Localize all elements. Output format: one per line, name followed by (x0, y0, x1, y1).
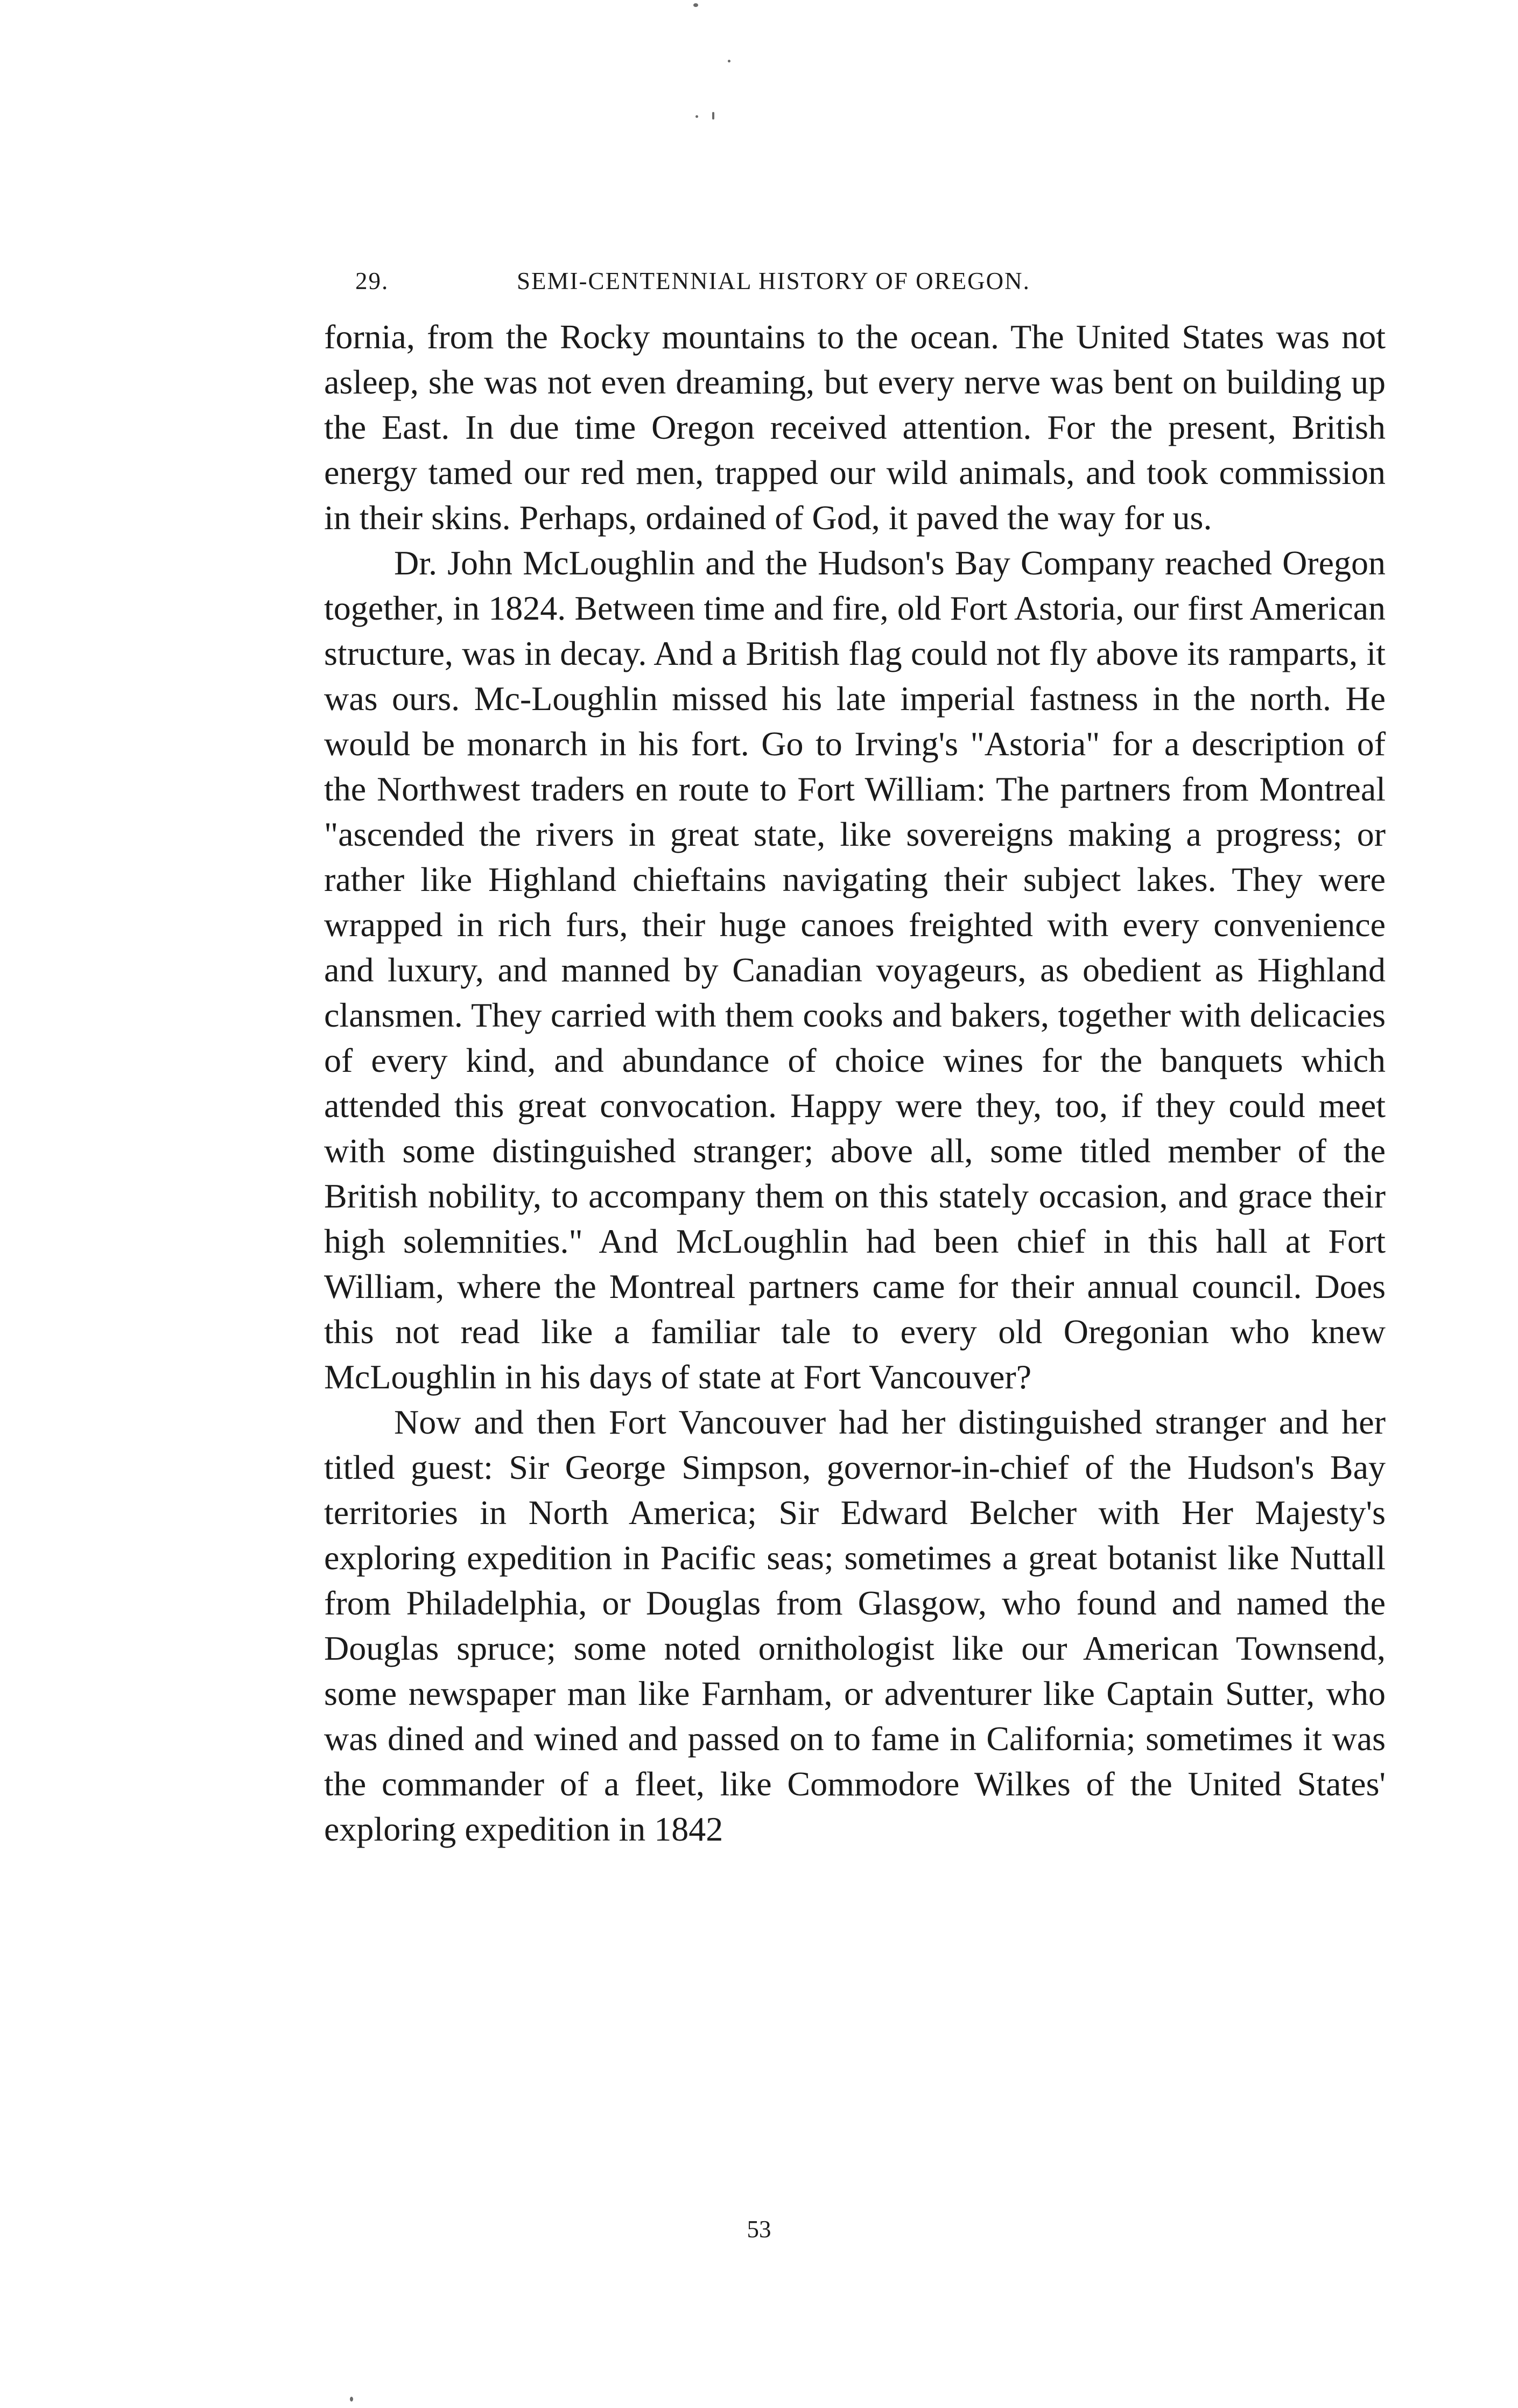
page-body (324, 314, 1386, 1852)
paragraph: Dr. John McLoughlin and the Hudson's Bay Company reached Oregon together, in 1824. Between time and fire, old Fort Astoria, our first American structure, was in decay. And a British flag could not fly above its ramparts, it was ours. Mc-Loughlin missed his late imperial fastness in the north. He would be monarch in his fort. Go to Irving's "Astoria" for a description of the Northwest traders en route to Fort William: The partners from Montreal "ascended the rivers in great state, like sovereigns making a progress; or rather like Highland chieftains navigating their subject lakes. They were wrapped in rich furs, their huge canoes freighted with every convenience and luxury, and manned by Canadian voyageurs, as obedient as Highland clansmen. They carried with them cooks and bakers, together with delicacies of every kind, and abundance of choice wines for the banquets which attended this great convocation. Happy were they, too, if they could meet with some distinguished stranger; above all, some titled member of the British nobility, to accompany them on this stately occasion, and grace their high solemnities." And McLoughlin had been chief in this hall at Fort William, where the Montreal partners came for their annual council. Does this not read like a familiar tale to every old Oregonian who knew McLoughlin in his days of state at Fort Vancouver? (324, 544, 1386, 1396)
page-number: 53 (747, 2216, 771, 2243)
paragraph: Now and then Fort Vancouver had her distinguished stranger and her titled guest: Sir George Simpson, governor-in-chief of the Hudson's Bay territories in North America; Sir Edward Belcher with Her Majesty's exploring expedition in Pacific seas; sometimes a great botanist like Nuttall from Philadelphia, or Douglas from Glasgow, who found and named the Douglas spruce; some noted ornithologist like our American Townsend, some newspaper man like Farnham, or adventurer like Captain Sutter, who was dined and wined and passed on to fame in California; sometimes it was the commander of a fleet, like Commodore Wilkes of the United States' exploring expedition in 1842 (324, 1403, 1386, 1848)
scan-speck (728, 60, 730, 62)
scan-speck (350, 2397, 353, 2402)
running-header-number: 29. (355, 268, 389, 294)
running-header-title: SEMI-CENTENNIAL HISTORY OF OREGON. (517, 268, 1030, 294)
paragraph: fornia, from the Rocky mountains to the ocean. The United States was not asleep, she was not even dreaming, but every nerve was bent on building up the East. In due time Oregon received attention. For the present, British energy tamed our red men, trapped our wild animals, and took commission in their skins. Perhaps, ordained of God, it paved the way for us. (324, 318, 1386, 537)
scan-speck (693, 3, 698, 7)
running-header (355, 267, 1303, 305)
scan-speck (712, 112, 714, 120)
scan-speck (695, 115, 698, 118)
